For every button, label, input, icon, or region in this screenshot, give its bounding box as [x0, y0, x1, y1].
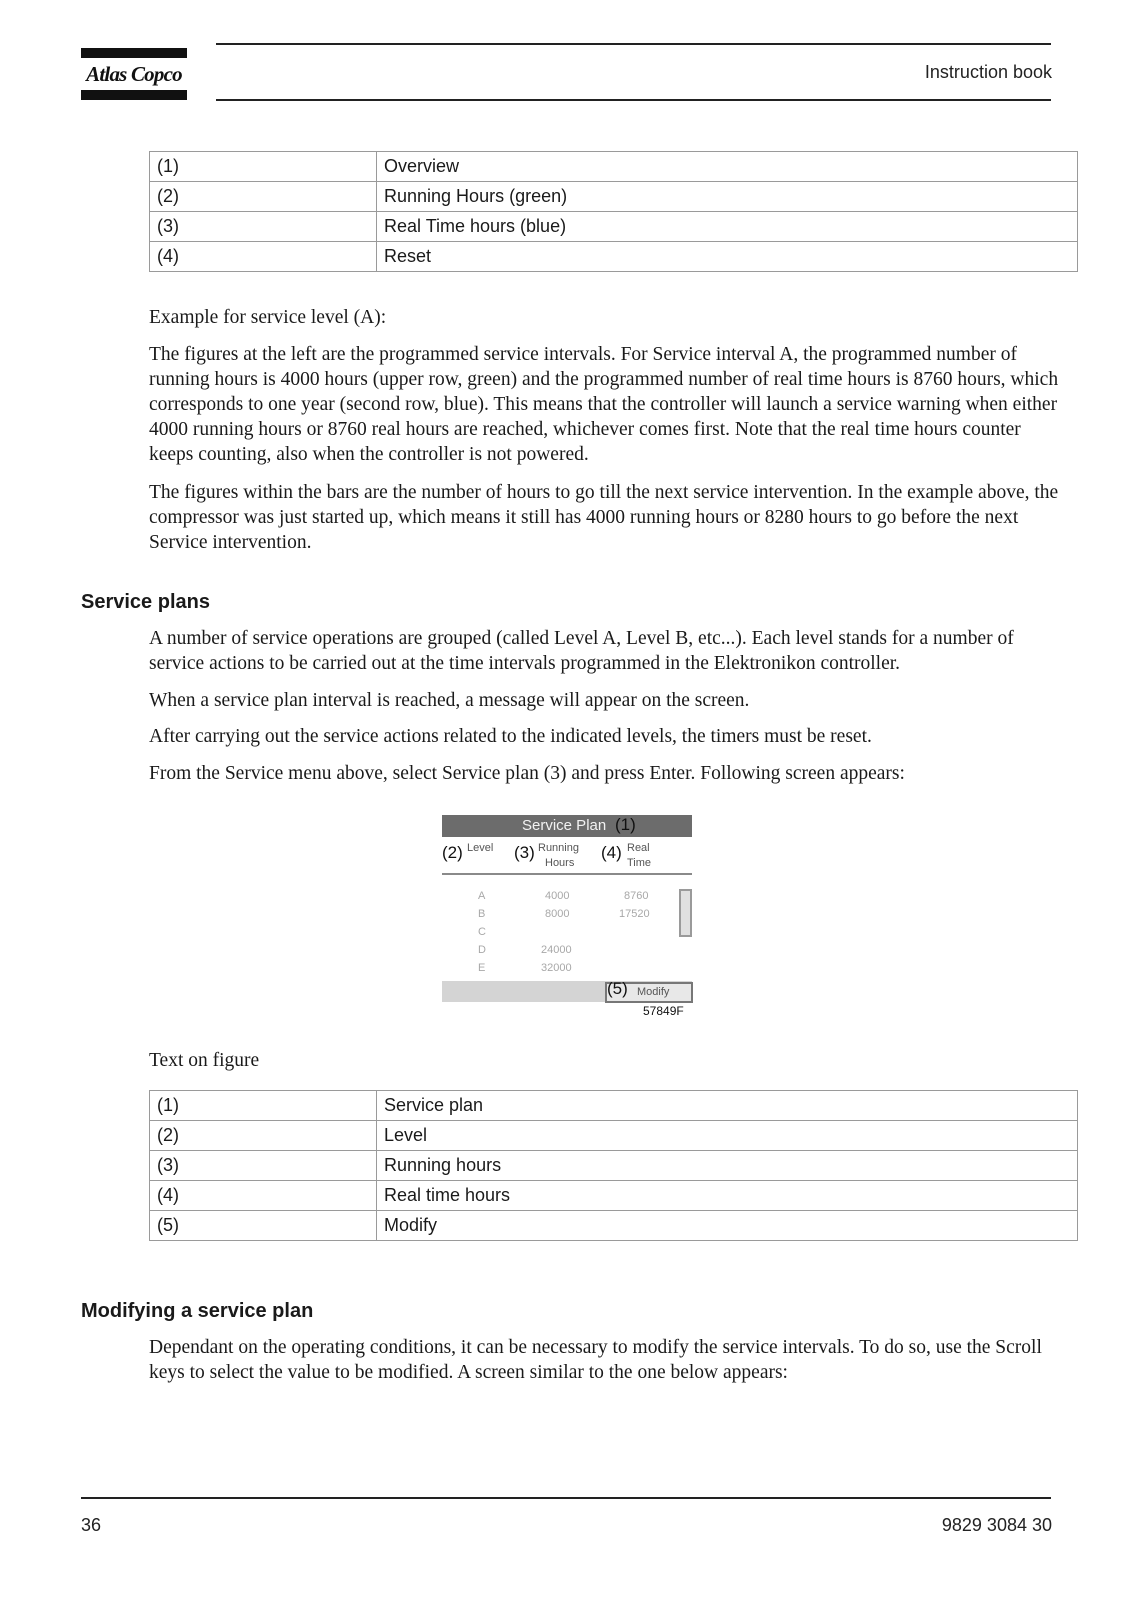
page-number: 36	[81, 1515, 102, 1535]
level-cell: E	[478, 962, 486, 974]
table-cell-text: Running Hours (green)	[377, 182, 1078, 212]
level-cell: B	[478, 908, 486, 920]
table-row	[150, 242, 1078, 272]
running-hours-cell: 32000	[541, 962, 572, 974]
running-hours-cell: 4000	[545, 890, 570, 902]
table-cell-text: Real time hours	[377, 1181, 1078, 1211]
table-row	[150, 1121, 1078, 1151]
document-number: 9829 3084 30	[941, 1515, 1052, 1535]
table-row	[150, 1211, 1078, 1241]
modifying-heading: Modifying a service plan	[81, 1300, 314, 1322]
level-cell: D	[478, 944, 486, 956]
logo-wordmark: Atlas Copco	[86, 62, 182, 86]
overview-legend-table	[149, 151, 1078, 272]
table-cell-text: Reset	[377, 242, 1078, 272]
footer-rule	[81, 1497, 1051, 1499]
service-plans-paragraph-2: When a service plan interval is reached, a message will appear on the screen.	[149, 690, 750, 711]
table-row	[150, 152, 1078, 182]
table-cell-text: Level	[377, 1121, 1078, 1151]
header-rule-bottom	[216, 99, 1051, 101]
service-interval-paragraph: The figures at the left are the programmed service intervals. For Service interval A, the programmed number of running hours is 4000 hours (upper row, green) and the programmed number of real time hours is 8760 hours, which corresponds to one year (second row, blue). This means that the controller will launch a service warning when either 4000 running hours or 8760 real hours are reached, whichever comes first. Note that the real time hours counter keeps counting, also when the controller is not powered.	[149, 344, 1059, 465]
example-intro: Example for service level (A):	[149, 307, 387, 328]
running-hours-cell: 24000	[541, 944, 572, 956]
screen-title: Service Plan	[522, 817, 607, 834]
atlas-copco-logo	[81, 48, 187, 100]
modifying-paragraph: Dependant on the operating conditions, it can be necessary to modify the service intervals. To do so, use the Scroll keys to select the value to be modified. A screen similar to the one below appears:	[149, 1337, 1042, 1383]
service-plan-screen-figure	[442, 815, 692, 1017]
callout-3: (3)	[514, 843, 535, 862]
table-row	[150, 1091, 1078, 1121]
bars-paragraph: The figures within the bars are the number of hours to go till the next service intervention. In the example above, the compressor was just started up, which means it still has 4000 running hours or 8280 hours to go before the next Service intervention.	[149, 482, 1059, 553]
callout-5: (5)	[607, 979, 628, 998]
table-cell-text: Real Time hours (blue)	[377, 212, 1078, 242]
column-header-level: Level	[467, 842, 494, 854]
table-cell-number: (3)	[150, 212, 377, 242]
table-row	[150, 182, 1078, 212]
screen-scrollbar	[679, 889, 692, 937]
callout-1: (1)	[615, 815, 636, 834]
real-time-cell: 8760	[624, 890, 649, 902]
column-header-real-1: Real	[627, 842, 650, 854]
logo-bar-bottom	[81, 90, 187, 100]
table-cell-number: (4)	[150, 242, 377, 272]
table-row	[150, 212, 1078, 242]
table-cell-number: (2)	[150, 1121, 377, 1151]
service-plans-heading: Service plans	[81, 591, 210, 613]
header-rule-top	[216, 43, 1051, 45]
table-cell-number: (4)	[150, 1181, 377, 1211]
real-time-cell: 17520	[619, 908, 650, 920]
service-plans-paragraph-4: From the Service menu above, select Service plan (3) and press Enter. Following screen appears:	[149, 763, 905, 784]
logo-bar-top	[81, 48, 187, 58]
screen-header-separator	[442, 873, 692, 875]
column-header-running-2: Hours	[545, 857, 575, 869]
figure-code: 57849F	[643, 1004, 684, 1018]
table-cell-number: (5)	[150, 1211, 377, 1241]
table-cell-text: Overview	[377, 152, 1078, 182]
header-title: Instruction book	[924, 62, 1052, 82]
table-cell-text: Modify	[377, 1211, 1078, 1241]
modify-button-label: Modify	[637, 986, 670, 998]
callout-2: (2)	[442, 843, 463, 862]
level-cell: C	[478, 926, 486, 938]
figure-legend-table	[149, 1090, 1078, 1241]
table-cell-number: (3)	[150, 1151, 377, 1181]
table-cell-text: Running hours	[377, 1151, 1078, 1181]
column-header-running-1: Running	[538, 842, 579, 854]
column-header-real-2: Time	[627, 857, 652, 869]
table-cell-number: (1)	[150, 152, 377, 182]
table-cell-number: (2)	[150, 182, 377, 212]
table-row	[150, 1151, 1078, 1181]
service-plans-paragraph-3: After carrying out the service actions related to the indicated levels, the timers must be reset.	[149, 726, 872, 747]
table-cell-number: (1)	[150, 1091, 377, 1121]
text-on-figure-label: Text on figure	[149, 1050, 260, 1071]
running-hours-cell: 8000	[545, 908, 570, 920]
service-plans-paragraph-1: A number of service operations are grouped (called Level A, Level B, etc...). Each level stands for a number of service actions to be carried out at the time intervals programmed in the Elektronikon controller.	[149, 628, 1014, 674]
callout-4: (4)	[601, 843, 622, 862]
table-cell-text: Service plan	[377, 1091, 1078, 1121]
level-cell: A	[478, 890, 486, 902]
table-row	[150, 1181, 1078, 1211]
